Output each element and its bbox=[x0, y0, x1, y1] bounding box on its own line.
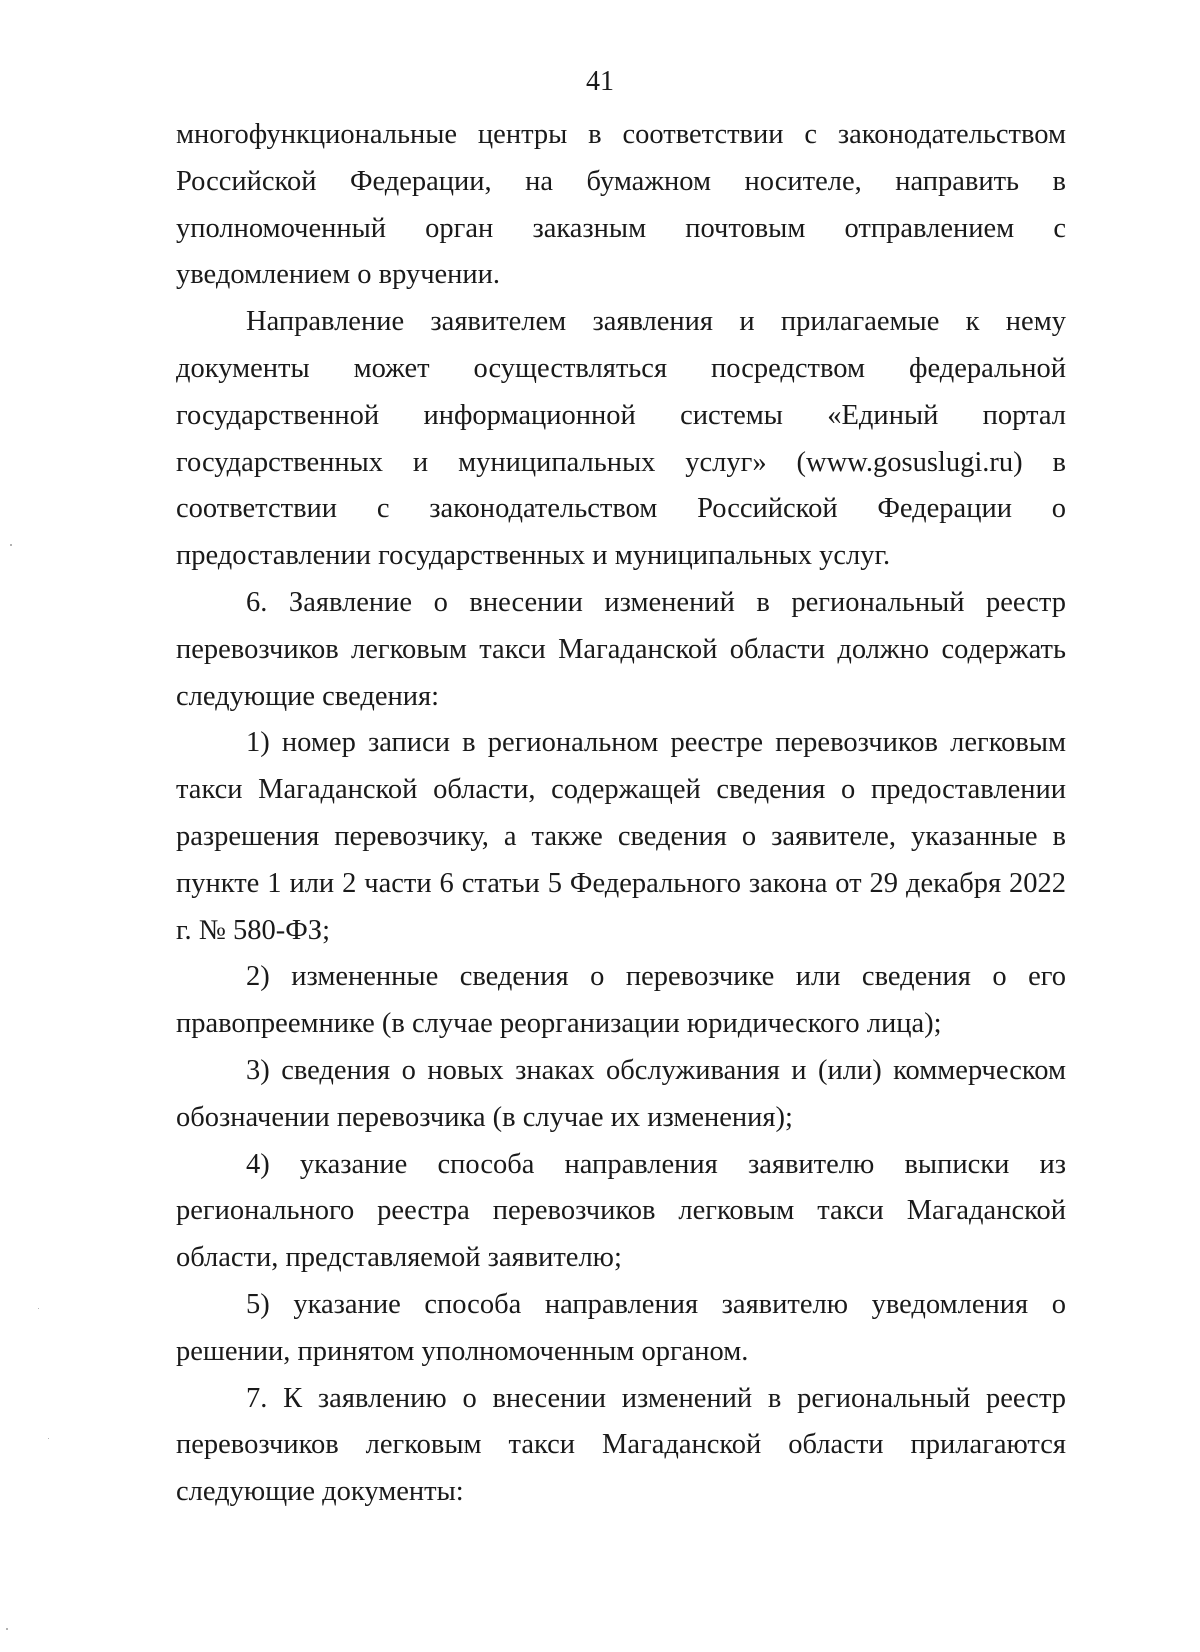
list-item-1: 1) номер записи в региональном реестре перевозчиков легковым такси Магаданской области, содержащей сведения о предоставлении разрешения перевозчику, а также сведения о заявителе, указанные в пункте 1 или 2 части 6 статьи 5 Федерального закона от 29 декабря 2022 г. № 580-ФЗ; bbox=[176, 727, 1066, 946]
scan-speck bbox=[38, 1308, 39, 1309]
paragraph-submission-via-portal: Направление заявителем заявления и прилагаемые к нему документы может осуществляться посредством федеральной государственной информационной системы «Единый портал государственных и муниципальных услуг» (www.gosuslugi.ru) в соответствии с законодательством Российской Федерации о предоставлении государственных и муниципальных услуг. bbox=[176, 306, 1066, 572]
list-item-5: 5) указание способа направления заявителю уведомления о решении, принятом уполномоченным органом. bbox=[176, 1288, 1066, 1367]
list-item-2: 2) измененные сведения о перевозчике или сведения о его правопреемнике (в случае реорганизации юридического лица); bbox=[176, 961, 1066, 1040]
scan-speck bbox=[10, 544, 12, 546]
paragraph-continuation: многофункциональные центры в соответствии с законодательством Российской Федерации, на бумажном носителе, направить в уполномоченный орган заказным почтовым отправлением с уведомлением о вручении. bbox=[176, 119, 1066, 291]
scan-speck bbox=[48, 1438, 49, 1439]
scan-speck bbox=[6, 1628, 8, 1630]
document-body bbox=[176, 112, 1066, 1516]
list-item-3: 3) сведения о новых знаках обслуживания и (или) коммерческом обозначении перевозчика (в случае их изменения); bbox=[176, 1054, 1066, 1133]
list-item-4: 4) указание способа направления заявителю выписки из регионального реестра перевозчиков легковым такси Магаданской области, представляемой заявителю; bbox=[176, 1148, 1066, 1274]
page-number: 41 bbox=[586, 66, 614, 97]
paragraph-item-7: 7. К заявлению о внесении изменений в региональный реестр перевозчиков легковым такси Магаданской области прилагаются следующие документы: bbox=[176, 1382, 1066, 1508]
paragraph-item-6: 6. Заявление о внесении изменений в региональный реестр перевозчиков легковым такси Магаданской области должно содержать следующие сведения: bbox=[176, 586, 1066, 712]
